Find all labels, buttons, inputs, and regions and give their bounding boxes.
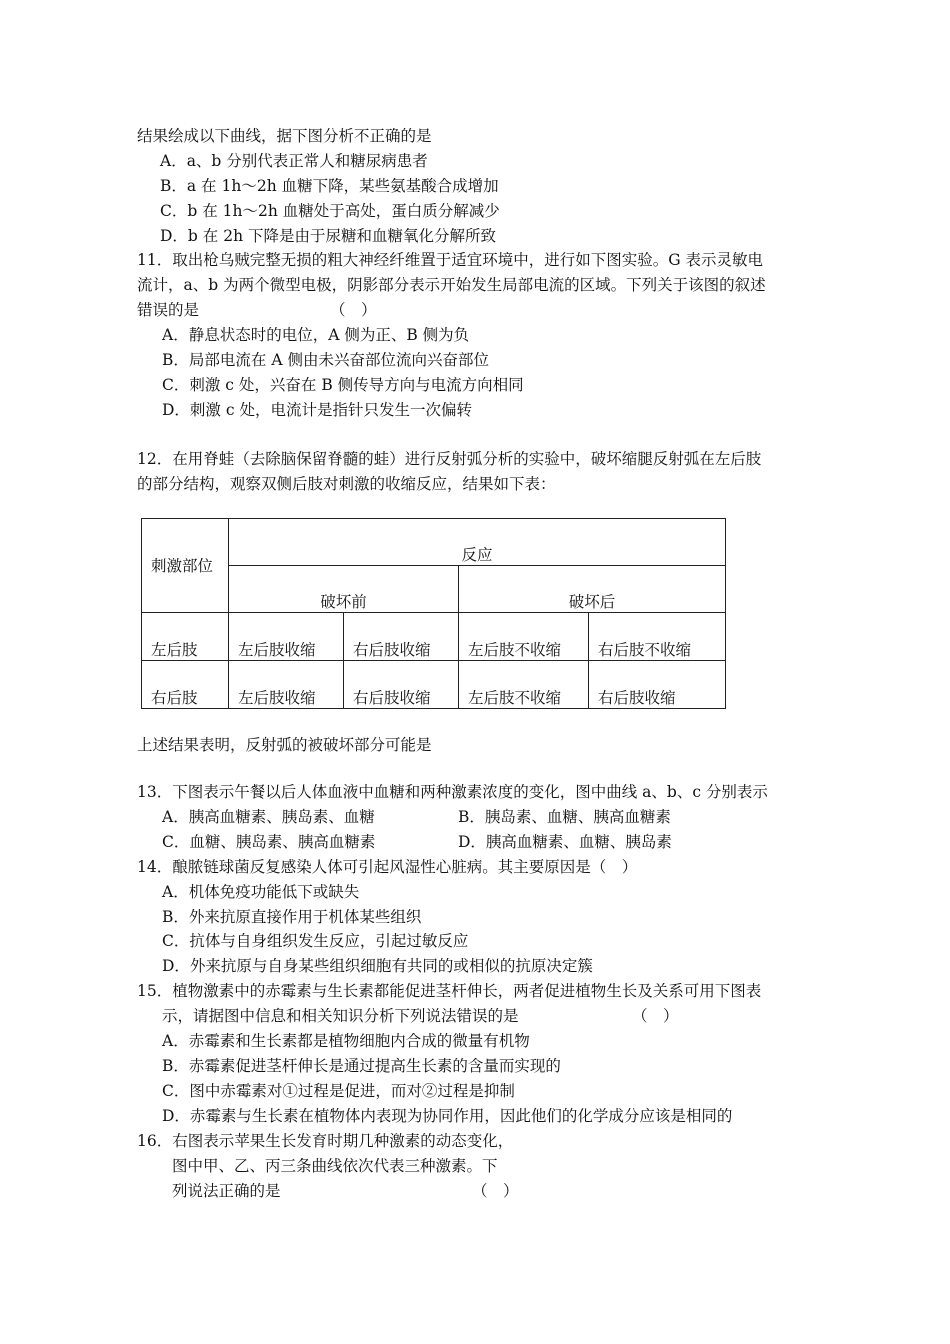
q14-option-d: D．外来抗原与自身某些组织细胞有共同的或相似的抗原决定簇 — [162, 957, 593, 975]
table-subheader-row — [142, 566, 726, 613]
reflex-result-table — [141, 518, 726, 709]
q14-stem: 14．酿脓链球菌反复感染人体可引起风湿性心脏病。其主要原因是（ ） — [137, 858, 638, 876]
header-response: 反应 — [229, 519, 726, 566]
q10-option-a: A．a、b 分别代表正常人和糖尿病患者 — [160, 152, 428, 170]
q16-stem-line1: 16．右图表示苹果生长发育时期几种激素的动态变化， — [137, 1132, 514, 1150]
q11-stem-line1: 11．取出枪乌贼完整无损的粗大神经纤维置于适宜环境中，进行如下图实验。G 表示灵敏电 — [137, 251, 764, 269]
q15-option-b: B．赤霉素促进茎杆伸长是通过提高生长素的含量而实现的 — [162, 1057, 561, 1075]
q12-stem-line1: 12．在用脊蛙（去除脑保留脊髓的蛙）进行反射弧分析的实验中，破坏缩腿反射弧在左后肢 — [137, 450, 762, 468]
q15-stem-line1: 15．植物激素中的赤霉素与生长素都能促进茎杆伸长，两者促进植物生长及关系可用下图表 — [137, 982, 762, 1000]
q13-option-a: A．胰高血糖素、胰岛素、血糖 — [162, 808, 375, 826]
q12-stem-line2: 的部分结构，观察双侧后肢对刺激的收缩反应，结果如下表： — [137, 475, 556, 493]
q13-option-d: D．胰高血糖素、血糖、胰岛素 — [458, 833, 672, 851]
header-before-destruction: 破坏前 — [229, 566, 459, 613]
q11-option-c: C．刺激 c 处，兴奋在 B 侧传导方向与电流方向相同 — [162, 376, 524, 394]
q15-option-a: A．赤霉素和生长素都是植物细胞内合成的微量有机物 — [162, 1032, 530, 1050]
q14-option-c: C．抗体与自身组织发生反应，引起过敏反应 — [162, 932, 469, 950]
table-cell: 右后肢收缩 — [589, 661, 726, 709]
q16-stem-line2: 图中甲、乙、丙三条曲线依次代表三种激素。下 — [172, 1157, 498, 1175]
q13-option-b: B．胰岛素、血糖、胰高血糖素 — [458, 808, 671, 826]
q11-option-b: B．局部电流在 A 侧由未兴奋部位流向兴奋部位 — [162, 351, 489, 369]
q11-option-d: D．刺激 c 处，电流计是指针只发生一次偏转 — [162, 401, 472, 419]
q15-answer-blank: （ ） — [632, 1007, 679, 1025]
table-header-row — [142, 519, 726, 566]
q16-stem-line3: 列说法正确的是 — [172, 1182, 281, 1200]
q12-conclusion: 上述结果表明，反射弧的被破坏部分可能是 — [137, 736, 432, 754]
table-row — [142, 661, 726, 709]
q10-option-d: D．b 在 2h 下降是由于尿糖和血糖氧化分解所致 — [160, 227, 496, 245]
q11-answer-blank: （ ） — [330, 301, 377, 319]
q10-option-b: B．a 在 1h～2h 血糖下降，某些氨基酸合成增加 — [160, 177, 499, 195]
q11-option-a: A．静息状态时的电位，A 侧为正、B 侧为负 — [162, 326, 470, 344]
header-stimulus-site: 刺激部位 — [142, 519, 229, 613]
q15-option-c: C．图中赤霉素对①过程是促进，而对②过程是抑制 — [162, 1082, 515, 1100]
header-after-destruction: 破坏后 — [459, 566, 726, 613]
table-cell: 右后肢不收缩 — [589, 613, 726, 661]
table-cell: 左后肢不收缩 — [459, 613, 589, 661]
table-cell: 左后肢 — [142, 613, 229, 661]
q13-option-c: C．血糖、胰岛素、胰高血糖素 — [162, 833, 376, 851]
table-cell: 左后肢收缩 — [229, 613, 344, 661]
q13-stem: 13．下图表示午餐以后人体血液中血糖和两种激素浓度的变化，图中曲线 a、b、c 分别表示 — [137, 783, 768, 801]
q10-stem: 结果绘成以下曲线，据下图分析不正确的是 — [137, 127, 432, 145]
q15-stem-line2: 示，请据图中信息和相关知识分析下列说法错误的是 — [162, 1007, 519, 1025]
q10-option-c: C．b 在 1h～2h 血糖处于高处，蛋白质分解减少 — [160, 202, 500, 220]
table-cell: 左后肢不收缩 — [459, 661, 589, 709]
table-cell: 右后肢收缩 — [344, 613, 459, 661]
q16-answer-blank: （ ） — [472, 1182, 519, 1200]
q14-option-a: A．机体免疫功能低下或缺失 — [162, 883, 360, 901]
q15-option-d: D．赤霉素与生长素在植物体内表现为协同作用，因此他们的化学成分应该是相同的 — [162, 1107, 733, 1125]
table-cell: 右后肢收缩 — [344, 661, 459, 709]
table-cell: 左后肢收缩 — [229, 661, 344, 709]
q11-stem-line3: 错误的是 — [137, 301, 200, 319]
q14-option-b: B．外来抗原直接作用于机体某些组织 — [162, 908, 422, 926]
table-cell: 右后肢 — [142, 661, 229, 709]
table-row — [142, 613, 726, 661]
q11-stem-line2: 流计，a、b 为两个微型电极，阴影部分表示开始发生局部电流的区域。下列关于该图的叙述 — [137, 276, 766, 294]
